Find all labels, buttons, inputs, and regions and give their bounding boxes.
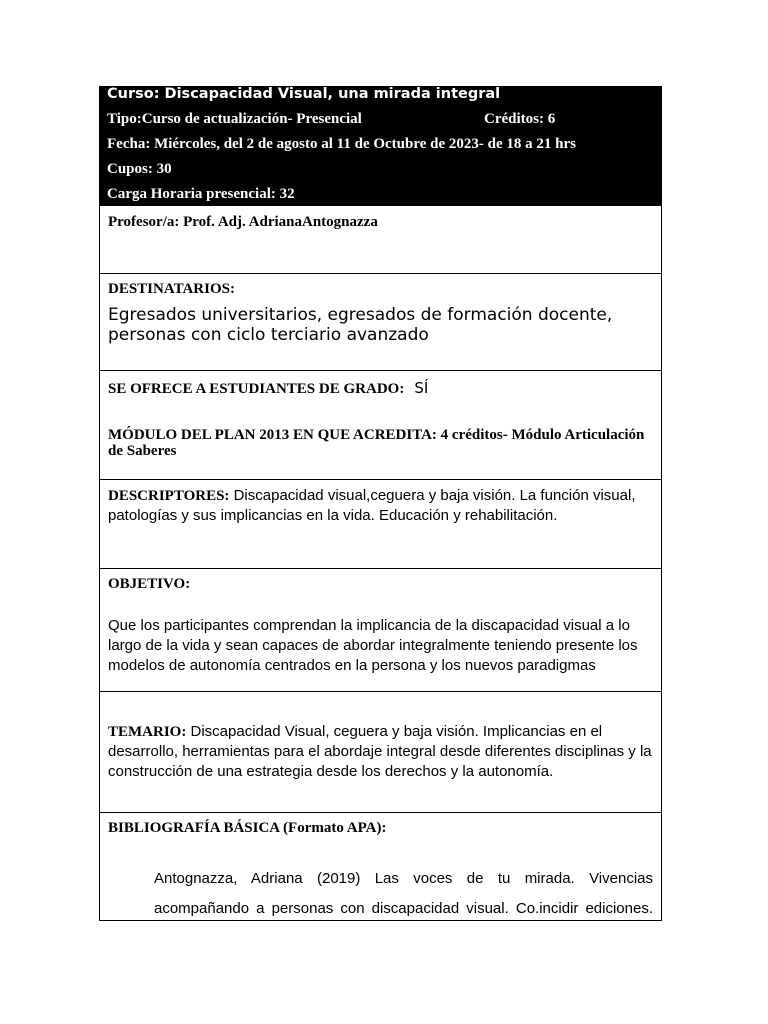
descriptors-body: Discapacidad visual,ceguera y baja visión. La función visual, patologías y sus implicancias en la vida. Educación y rehabilitación. — [108, 487, 636, 524]
audience-text: Egresados universitarios, egresados de formación docente, personas con ciclo terciario avanzado — [108, 305, 613, 345]
audience-row — [99, 274, 662, 371]
bibliography-entry — [108, 864, 653, 924]
objective-row — [99, 569, 662, 692]
module-credits: MÓDULO DEL PLAN 2013 EN QUE ACREDITA: 4 créditos- Módulo Articulación de Saberes — [108, 427, 645, 459]
syllabus-label: TEMARIO: — [108, 724, 187, 740]
offered-value: SÍ — [414, 379, 429, 397]
bibliography-line-1: Antognazza, Adriana (2019) Las voces de tu mirada. Vivencias — [154, 870, 653, 887]
objective-text: Que los participantes comprendan la implicancia de la discapacidad visual a lo largo de la vida y sean capaces de abordar integralmente teniendo presente los modelos de autonomía centrados en la persona y los nuevos paradigmas — [108, 617, 638, 674]
grade-students-row — [99, 371, 662, 480]
descriptors-label: DESCRIPTORES: — [108, 488, 230, 504]
bibliography-line-2: acompañando a personas con discapacidad visual. Co.incidir ediciones. — [154, 900, 653, 917]
course-hours: Carga Horaria presencial: 32 — [107, 186, 295, 202]
audience-label: DESTINATARIOS: — [108, 281, 235, 297]
course-credits: Créditos: 6 — [484, 111, 556, 127]
bibliography-label: BIBLIOGRAFÍA BÁSICA (Formato APA): — [108, 820, 387, 836]
objective-label: OBJETIVO: — [108, 576, 191, 592]
descriptors-row — [99, 480, 662, 569]
syllabus-text — [108, 722, 653, 782]
syllabus-body: Discapacidad Visual, ceguera y baja visión. Implicancias en el desarrollo, herramientas para el abordaje integral desde diferentes disciplinas y la construcción de una estrategia desde los derechos y la autonomía. — [108, 723, 652, 780]
course-header — [99, 86, 662, 206]
descriptors-text — [108, 486, 653, 526]
course-date: Fecha: Miércoles, del 2 de agosto al 11 de Octubre de 2023- de 18 a 21 hrs — [107, 136, 576, 152]
course-title: Curso: Discapacidad Visual, una mirada integral — [107, 86, 501, 102]
course-seats: Cupos: 30 — [107, 161, 172, 177]
syllabus-row — [99, 692, 662, 813]
professor-name: Profesor/a: Prof. Adj. AdrianaAntognazza — [108, 214, 378, 230]
professor-row — [99, 206, 662, 274]
course-type: Tipo:Curso de actualización- Presencial — [107, 111, 362, 127]
bibliography-row — [99, 813, 662, 921]
course-info-table — [99, 86, 662, 921]
offered-label: SE OFRECE A ESTUDIANTES DE GRADO: — [108, 381, 405, 397]
